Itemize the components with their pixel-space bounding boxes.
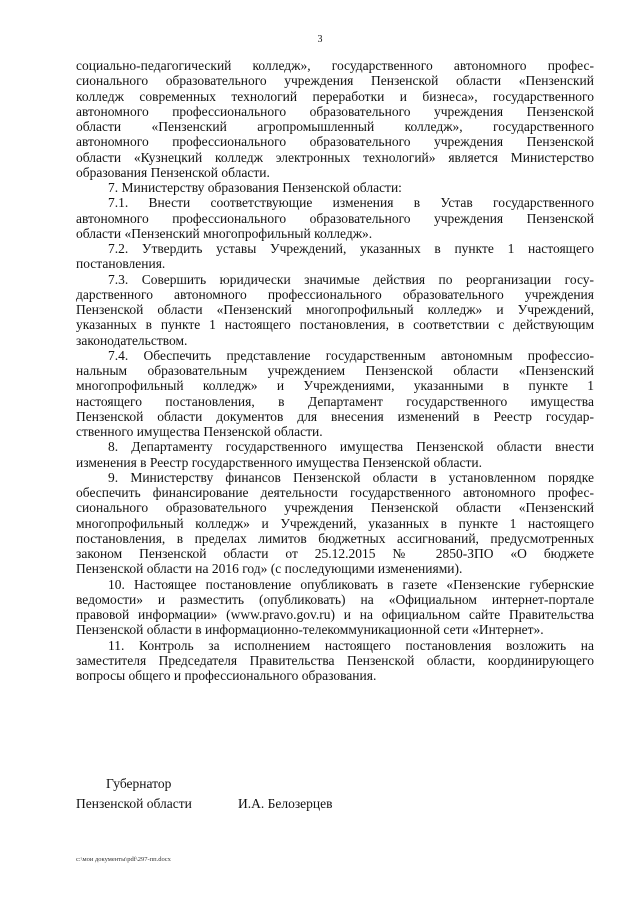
text-line: дарственного автономного профессионального образовательного учреждения	[76, 286, 594, 302]
text-line: 9. Министерству финансов Пензенской области в установленном порядке	[108, 469, 594, 485]
text-line: колледж современных технологий переработки и бизнеса», государственного	[76, 88, 594, 104]
text-line: автономного профессионального образовательного учреждения Пензенской	[76, 134, 594, 150]
text-line: Пензенской области «Пензенский многопрофильный колледж» и Учреждений,	[76, 302, 594, 317]
text-line: автономного профессионального образовательного учреждения Пензенской	[76, 210, 594, 226]
text-line: 7.2. Утвердить уставы Учреждений, указанных в пункте 1 настоящего	[108, 241, 594, 256]
text-line: социально-педагогический колледж», государственного автономного профес-	[76, 58, 594, 73]
text-line: области «Пензенский агропромышленный колледж», государственного	[76, 119, 594, 134]
text-line: изменения в Реестр государственного имущества Пензенской области.	[76, 454, 482, 470]
text-line: нальным образовательным учреждением Пензенской области «Пензенский	[76, 363, 594, 378]
text-line: многопрофильный колледж» и Учреждениями, указанными в пункте 1	[76, 378, 594, 394]
page-number: 3	[317, 34, 323, 45]
text-line: автономного профессионального образовательного учреждения Пензенской	[76, 103, 594, 119]
text-line: 11. Контроль за исполнением настоящего постановления возложить на	[108, 637, 594, 653]
text-line: 8. Департаменту государственного имущества Пензенской области внести	[108, 439, 594, 455]
text-line: 7.1. Внести соответствующие изменения в Устав государственного	[108, 195, 594, 211]
text-line: вопросы общего и профессионального образования.	[76, 668, 377, 683]
text-line: области «Пензенский многопрофильный колледж».	[76, 225, 373, 241]
signatory-name: И.А. Белозерцев	[238, 796, 333, 811]
text-line: 7. Министерству образования Пензенской области:	[108, 180, 402, 195]
text-line: указанных в пункте 1 настоящего постановления, в соответствии с действующим	[76, 317, 594, 333]
text-line: заместителя Председателя Правительства Пензенской области, координирующего	[76, 652, 594, 668]
text-line: законом Пензенской области от 25.12.2015 № 2850-ЗПО «О бюджете	[76, 546, 594, 561]
text-line: многопрофильный колледж» и Учреждений, указанных в пункте 1 настоящего	[76, 515, 594, 531]
file-path-footer: c:\мои документы\pdf\297-пп.docx	[76, 856, 171, 863]
text-line: сионального образовательного учреждения Пензенской области «Пензенский	[76, 500, 594, 516]
text-line: Пензенской области в информационно-телекоммуникационной сети «Интернет».	[76, 622, 544, 638]
text-line: сионального образовательного учреждения Пензенской области «Пензенский	[76, 73, 594, 89]
text-line: настоящего постановления, в Департамент государственного имущества	[76, 393, 594, 409]
text-line: постановления, в пределах лимитов бюджетных ассигнований, предусмотренных	[76, 530, 594, 546]
signatory-line	[76, 794, 333, 814]
text-line: 7.3. Совершить юридически значимые действия по реорганизации госу-	[108, 271, 594, 287]
text-line: области «Кузнецкий колледж электронных технологий» является Министерство	[76, 149, 594, 165]
signature-block	[76, 774, 333, 814]
text-line: Пензенской области документов для внесения изменений в Реестр государ-	[76, 408, 594, 424]
text-line: законодательством.	[76, 332, 188, 348]
text-line: постановления.	[76, 256, 166, 272]
text-line: образования Пензенской области.	[76, 164, 270, 180]
text-line: обеспечить финансирование деятельности государственного автономного профес-	[76, 485, 594, 500]
signatory-region: Пензенской области	[76, 796, 192, 811]
text-line: ведомости» и разместить (опубликовать) на «Официальном интернет-портале	[76, 591, 594, 607]
signatory-title: Губернатор	[106, 776, 172, 791]
text-line: 10. Настоящее постановление опубликовать в газете «Пензенские губернские	[108, 576, 594, 592]
text-line: Пензенской области на 2016 год» (с последующими изменениями).	[76, 561, 463, 577]
text-line: правовой информации» (www.pravo.gov.ru) и на официальном сайте Правительства	[76, 607, 594, 622]
text-line: ственного имущества Пензенской области.	[76, 424, 323, 439]
text-line: 7.4. Обеспечить представление государственным автономным профессио-	[108, 347, 594, 363]
document-body	[76, 58, 594, 683]
